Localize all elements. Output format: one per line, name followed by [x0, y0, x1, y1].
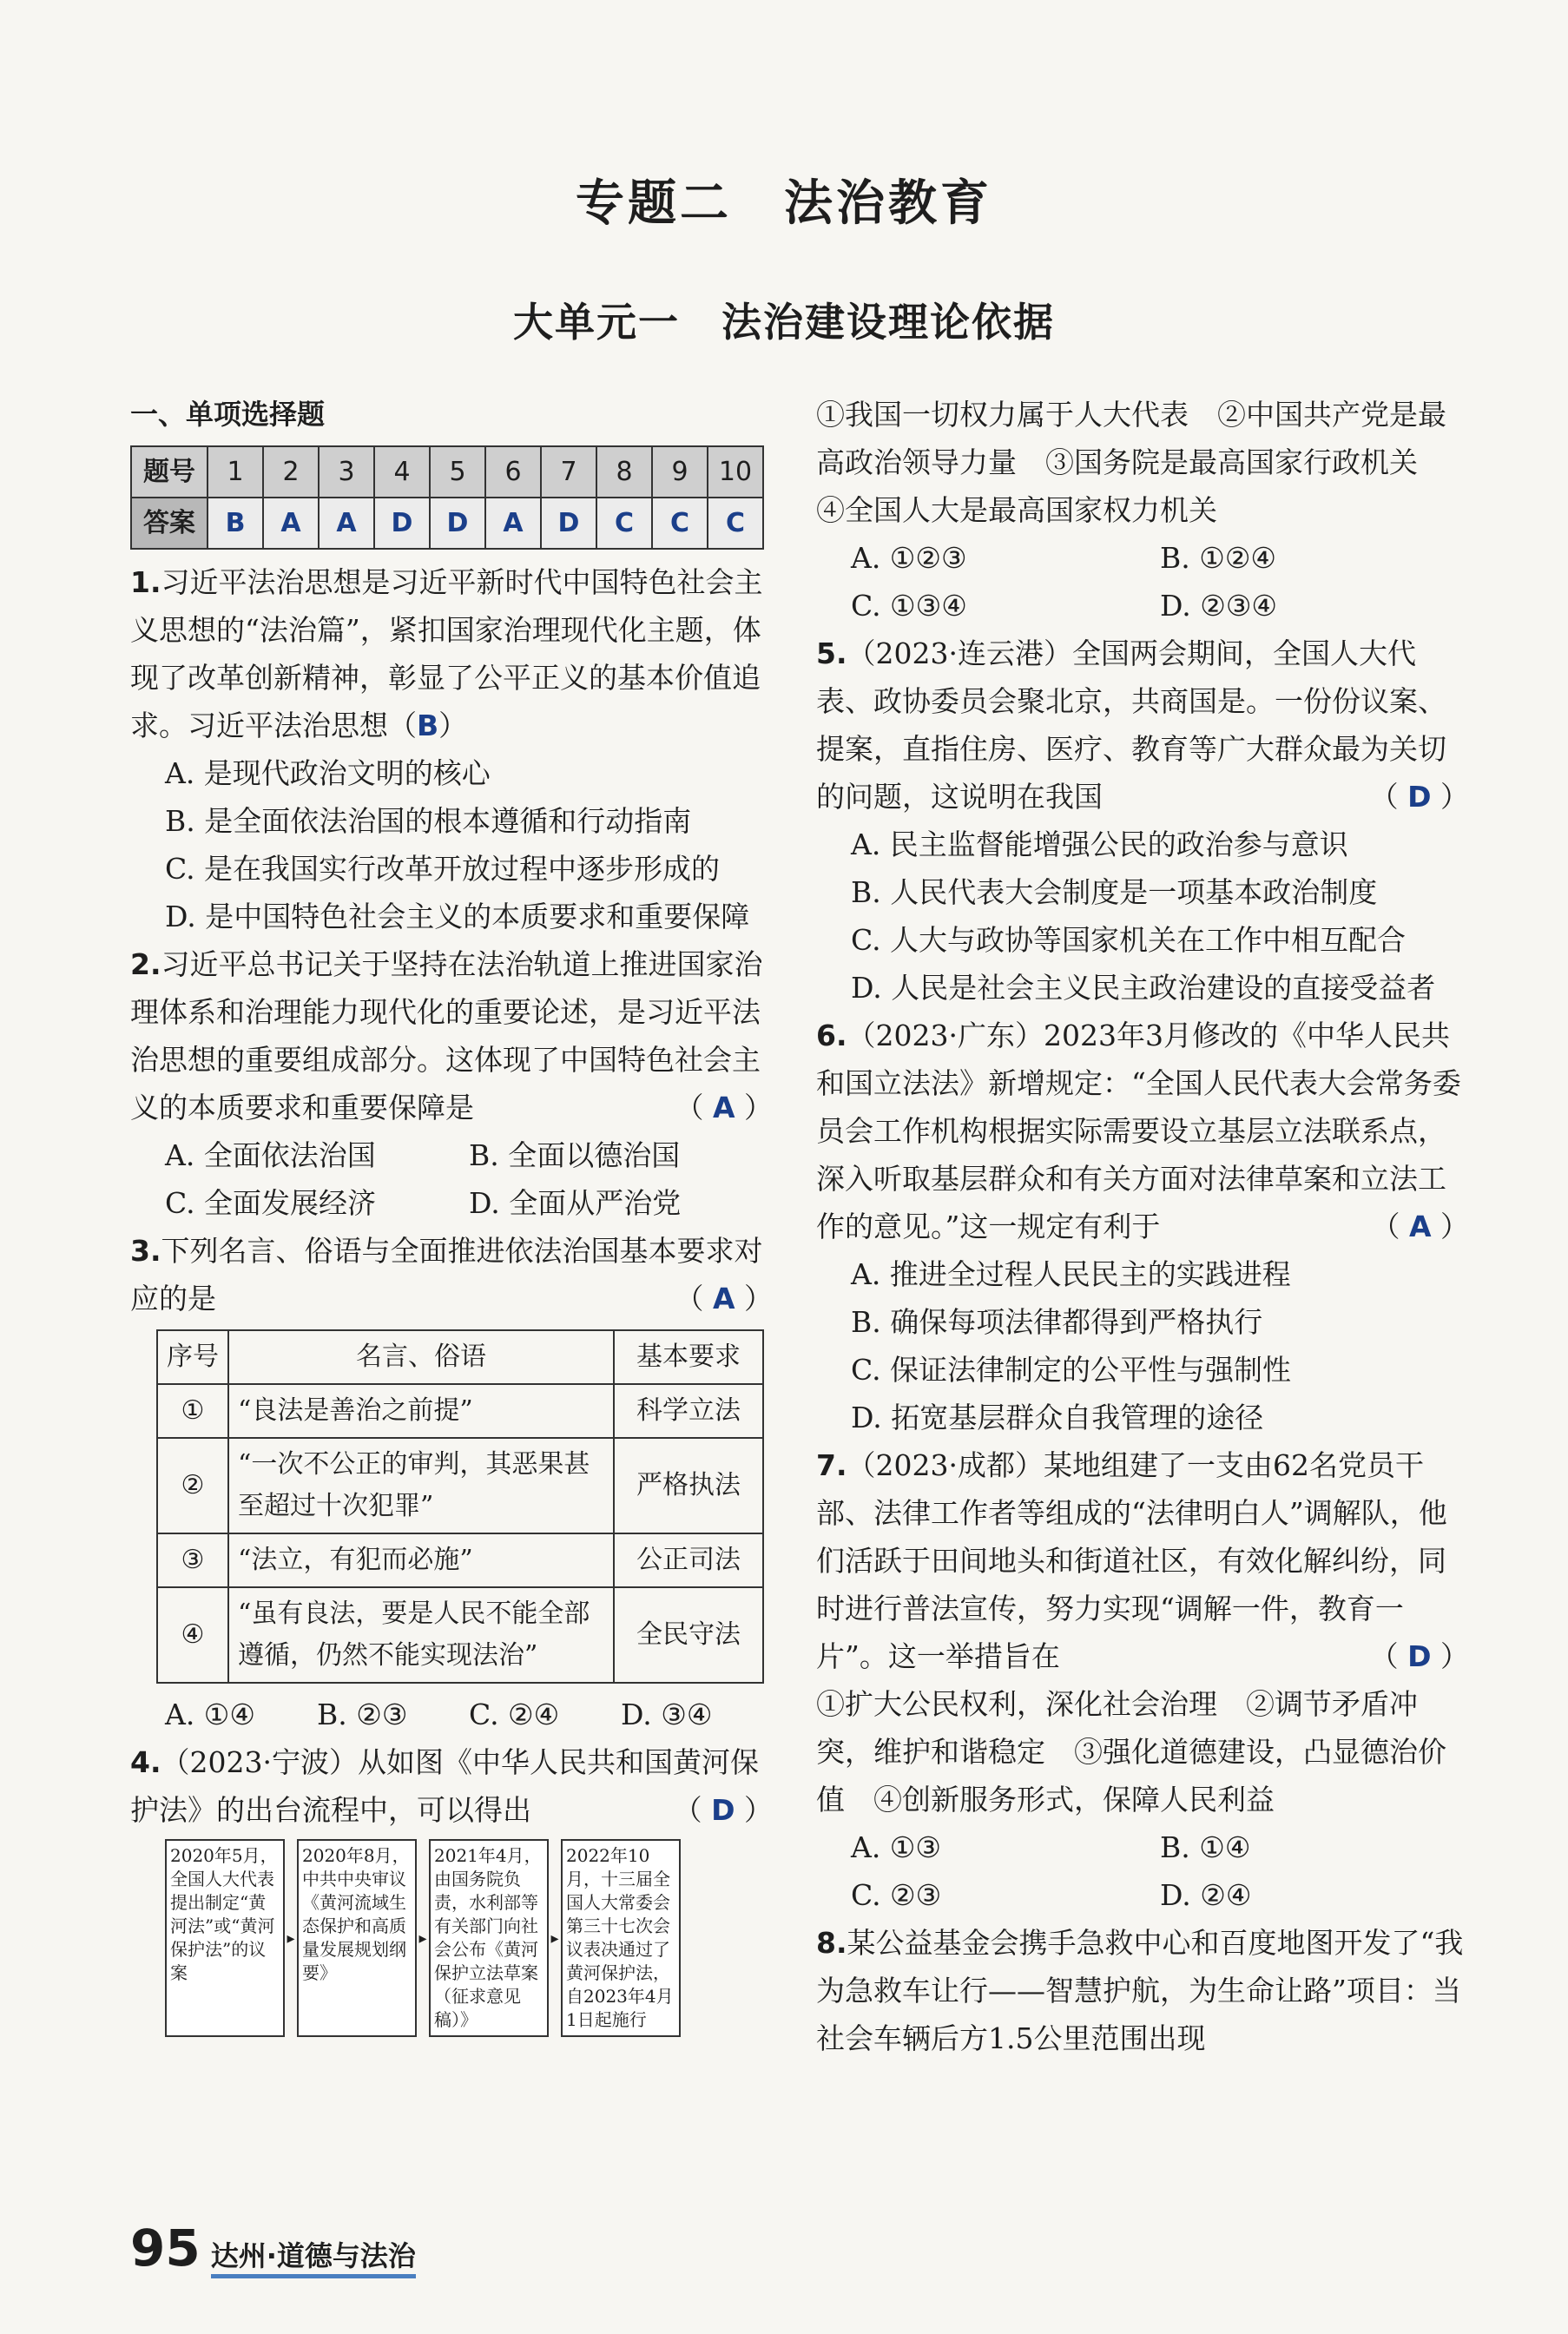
- grid-num: 4: [374, 446, 430, 498]
- table-cell: “一次不公正的审判，其恶果甚至超过十次犯罪”: [228, 1438, 614, 1533]
- answer-mark: A: [712, 1282, 735, 1315]
- table-cell: “虽有良法，要是人民不能全部遵循，仍然不能实现法治”: [228, 1587, 614, 1683]
- option: C. 人大与政协等国家机关在工作中相互配合: [851, 923, 1407, 957]
- topic-title: 专题二 法治教育: [576, 175, 992, 232]
- answer-bracket: （ D ）: [673, 1793, 773, 1827]
- table-cell: “良法是善治之前提”: [228, 1384, 614, 1438]
- option: B. ①②④: [1160, 541, 1276, 575]
- question-6: [816, 1012, 1469, 1441]
- question-stem: 下列名言、俗语与全面推进依法治国基本要求对应的是: [130, 1234, 763, 1315]
- table-cell: 科学立法: [614, 1384, 763, 1438]
- question-number: 5.: [816, 636, 847, 670]
- grid-header-answer: 答案: [131, 498, 208, 549]
- options-row: [816, 1871, 1469, 1919]
- option: B. 人民代表大会制度是一项基本政治制度: [851, 875, 1378, 909]
- option: D. 全面从严治党: [469, 1186, 682, 1220]
- table-cell: 严格执法: [614, 1438, 763, 1533]
- option: A. 推进全过程人民民主的实践进程: [851, 1257, 1291, 1291]
- table-cell: ①: [157, 1384, 228, 1438]
- statements: ①扩大公民权利，深化社会治理 ②调节矛盾冲突，维护和谐稳定 ③强化道德建设，凸显德治价值 ④创新服务形式，保障人民利益: [816, 1687, 1446, 1816]
- grid-num: 3: [319, 446, 374, 498]
- arrow-right-icon: ▸: [418, 1929, 427, 1948]
- flow-diagram: [165, 1839, 773, 2037]
- question-number: 2.: [130, 947, 161, 981]
- answer-bracket: （ A ）: [675, 1282, 773, 1315]
- statements: ①我国一切权力属于人大代表 ②中国共产党是最高政治领导力量 ③国务院是最高国家行政机关 ④全国人大是最高国家权力机关: [816, 398, 1446, 527]
- option: D. 拓宽基层群众自我管理的途径: [851, 1401, 1264, 1434]
- options-row: [130, 1131, 773, 1179]
- options-row: [130, 1691, 773, 1738]
- grid-num: 8: [596, 446, 652, 498]
- answer-mark: D: [1407, 1639, 1432, 1673]
- grid-num: 2: [263, 446, 319, 498]
- options-row: [130, 1179, 773, 1227]
- option: D. ②③④: [1160, 589, 1278, 623]
- question-8: [816, 1919, 1469, 2062]
- question-stem: （2023·广东）2023年3月修改的《中华人民共和国立法法》新增规定：“全国人民代表大会常务委员会工作机构根据实际需要设立基层立法联系点，深入听取基层群众和有关方面对法律草案和立法工作的意见。”这一规定有利于: [816, 1019, 1461, 1243]
- table-cell: 公正司法: [614, 1533, 763, 1587]
- options-row: [816, 582, 1469, 630]
- option: A. 全面依法治国: [165, 1138, 376, 1172]
- question-stem: （2023·连云港）全国两会期间，全国人大代表、政协委员会聚北京，共商国是。一份份议案、提案，直指住房、医疗、教育等广大群众最为关切的问题，这说明在我国: [816, 636, 1446, 814]
- option: B. ②③: [317, 1698, 408, 1731]
- table-cell: 全民守法: [614, 1587, 763, 1683]
- question-3: [130, 1227, 773, 1738]
- grid-answer: D: [430, 498, 485, 549]
- grid-num: 10: [708, 446, 763, 498]
- question-2: [130, 940, 773, 1227]
- table-cell: ③: [157, 1533, 228, 1587]
- answer-bracket: （ D ）: [1369, 1639, 1469, 1673]
- section-heading: 一、单项选择题: [130, 398, 326, 431]
- answer-mark: A: [712, 1091, 735, 1124]
- option: A. ①④: [165, 1698, 255, 1731]
- grid-answer: C: [596, 498, 652, 549]
- unit-title: 大单元一 法治建设理论依据: [513, 299, 1055, 346]
- question-number: 3.: [130, 1234, 161, 1268]
- question-stem: （2023·宁波）从如图《中华人民共和国黄河保护法》的出台流程中，可以得出: [130, 1745, 759, 1827]
- grid-num: 7: [541, 446, 596, 498]
- question-7: [816, 1441, 1469, 1919]
- flow-step: 2021年4月，由国务院负责，水利部等有关部门向社会公布《黄河保护立法草案（征求意见稿）》: [429, 1839, 549, 2037]
- answer-bracket: （ A ）: [675, 1091, 773, 1124]
- option: D. ②④: [1160, 1878, 1252, 1912]
- flow-step: 2022年10月，十三届全国人大常委会第三十七次会议表决通过了黄河保护法，自2023年4月1日起施行: [561, 1839, 681, 2037]
- option: D. ③④: [621, 1698, 713, 1731]
- option: C. ②④: [469, 1698, 560, 1731]
- option: B. 是全面依法治国的根本遵循和行动指南: [165, 804, 692, 838]
- option: D. 人民是社会主义民主政治建设的直接受益者: [851, 971, 1436, 1005]
- option: C. 保证法律制定的公平性与强制性: [851, 1353, 1292, 1387]
- option: C. ①③④: [851, 589, 967, 623]
- question-number: 4.: [130, 1745, 161, 1779]
- table-cell: “法立，有犯而必施”: [228, 1533, 614, 1587]
- table-cell: ④: [157, 1587, 228, 1683]
- answer-mark: D: [1407, 780, 1432, 814]
- table-header: 序号: [157, 1330, 228, 1384]
- option: C. ②③: [851, 1878, 942, 1912]
- option: A. ①②③: [851, 541, 967, 575]
- grid-answer: D: [541, 498, 596, 549]
- answer-mark: B: [417, 709, 439, 742]
- answer-mark: D: [711, 1793, 735, 1827]
- grid-answer: A: [485, 498, 541, 549]
- page-number: 95: [130, 2219, 201, 2278]
- left-column: [130, 391, 773, 2037]
- question-number: 6.: [816, 1019, 847, 1052]
- option: A. 是现代政治文明的核心: [165, 756, 491, 790]
- question-4-continued: [816, 391, 1469, 630]
- table-header: 名言、俗语: [228, 1330, 614, 1384]
- question-stem: 习近平法治思想是习近平新时代中国特色社会主义思想的“法治篇”，紧扣国家治理现代化主题，体现了改革创新精神，彰显了公平正义的基本价值追求。习近平法治思想（: [130, 565, 763, 742]
- book-title: 达州·道德与法治: [211, 2234, 416, 2278]
- grid-num: 9: [652, 446, 708, 498]
- bracket-close: ）: [438, 709, 468, 742]
- grid-answer: A: [319, 498, 374, 549]
- grid-header-number: 题号: [131, 446, 208, 498]
- flow-step: 2020年5月，全国人大代表提出制定“黄河法”或“黄河保护法”的议案: [165, 1839, 285, 2037]
- arrow-right-icon: ▸: [287, 1929, 295, 1948]
- options-row: [816, 1823, 1469, 1871]
- grid-num: 1: [208, 446, 263, 498]
- option: D. 是中国特色社会主义的本质要求和重要保障: [165, 900, 750, 933]
- question-stem: 习近平总书记关于坚持在法治轨道上推进国家治理体系和治理能力现代化的重要论述，是习近平法治思想的重要组成部分。这体现了中国特色社会主义的本质要求和重要保障是: [130, 947, 763, 1124]
- flow-step: 2020年8月，中共中央审议《黄河流域生态保护和高质量发展规划纲要》: [297, 1839, 417, 2037]
- option: C. 全面发展经济: [165, 1186, 377, 1220]
- grid-answer: D: [374, 498, 430, 549]
- question-stem: 某公益基金会携手急救中心和百度地图开发了“我为急救车让行——智慧护航，为生命让路”项目：当社会车辆后方1.5公里范围出现: [816, 1926, 1464, 2055]
- answer-bracket: （ D ）: [1369, 780, 1469, 814]
- grid-num: 6: [485, 446, 541, 498]
- question-5: [816, 630, 1469, 1012]
- question-number: 1.: [130, 565, 161, 599]
- page-footer: [130, 2219, 416, 2278]
- option: A. ①③: [851, 1830, 941, 1864]
- option: A. 民主监督能增强公民的政治参与意识: [851, 827, 1348, 861]
- grid-answer: B: [208, 498, 263, 549]
- quote-table: [156, 1329, 764, 1684]
- grid-answer: C: [708, 498, 763, 549]
- answer-grid: [130, 445, 764, 550]
- question-4: [130, 1738, 773, 2037]
- option: B. 全面以德治国: [469, 1138, 681, 1172]
- options-row: [816, 534, 1469, 582]
- question-stem: （2023·成都）某地组建了一支由62名党员干部、法律工作者等组成的“法律明白人”调解队，他们活跃于田间地头和街道社区，有效化解纠纷，同时进行普法宣传，努力实现“调解一件，教育一片”。这一举措旨在: [816, 1448, 1447, 1673]
- answer-mark: A: [1408, 1210, 1432, 1243]
- answer-bracket: （ A ）: [1371, 1210, 1469, 1243]
- table-cell: ②: [157, 1438, 228, 1533]
- grid-num: 5: [430, 446, 485, 498]
- question-1: [130, 558, 773, 940]
- option: B. 确保每项法律都得到严格执行: [851, 1305, 1263, 1339]
- question-number: 8.: [816, 1926, 847, 1960]
- option: B. ①④: [1160, 1830, 1251, 1864]
- option: C. 是在我国实行改革开放过程中逐步形成的: [165, 852, 721, 886]
- arrow-right-icon: ▸: [550, 1929, 559, 1948]
- table-header: 基本要求: [614, 1330, 763, 1384]
- question-number: 7.: [816, 1448, 847, 1482]
- grid-answer: A: [263, 498, 319, 549]
- right-column: [816, 391, 1469, 2062]
- grid-answer: C: [652, 498, 708, 549]
